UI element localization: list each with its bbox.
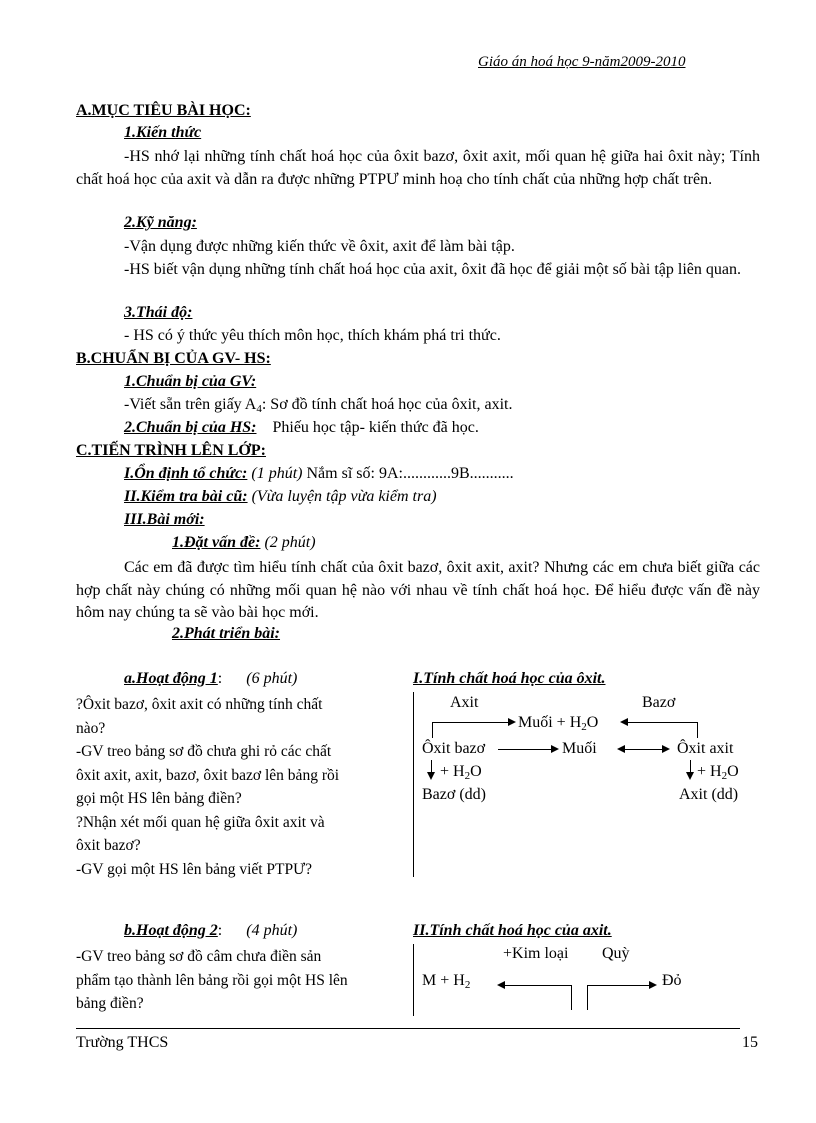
skills-line-1: -Vận dụng được những kiến thức về ôxit, axit để làm bài tập.	[124, 238, 515, 255]
check-heading: II.Kiểm tra bài cũ:	[124, 488, 248, 505]
activity1-line: nào?	[76, 719, 106, 737]
arrow-head-right-icon	[662, 745, 670, 753]
arrow-to-do	[587, 985, 649, 986]
footer-school: Trường THCS	[76, 1034, 169, 1051]
diagram-axit: Axit	[450, 694, 479, 711]
intro-heading: 1.Đặt vấn đề:	[172, 534, 261, 551]
hs-prep-heading: 2.Chuẩn bị của HS:	[124, 419, 257, 436]
new-lesson-heading: III.Bài mới:	[124, 511, 205, 528]
acid-bracket-left	[571, 985, 572, 1010]
arrow-from-right-bracket	[626, 722, 697, 723]
page-number: 15	[742, 1034, 758, 1051]
activity1-line: ôxit axit, axit, bazơ, ôxit bazơ lên bảng rồi	[76, 766, 340, 784]
knowledge-text: -HS nhớ lại những tính chất hoá học của ôxit bazơ, ôxit axit, mối quan hệ giữa hai ôxit này; Tính chất hoá học của axit và dẫn ra được những PTPƯ minh hoạ cho tính chất của những hợp chất trên.	[76, 148, 760, 188]
arrow-oxit-bazo-to-muoi	[498, 749, 553, 750]
section-a-title: A.MỤC TIÊU BÀI HỌC:	[76, 102, 251, 119]
activity1-heading-line: a.Hoạt động 1: (6 phút)	[124, 670, 298, 687]
diagram-axit-dd: Axit (dd)	[679, 786, 739, 803]
diagram-quy: Quỳ	[602, 945, 630, 962]
diagram-muoi: Muối	[562, 740, 597, 757]
section-b-title: B.CHUẨN BỊ CỦA GV- HS:	[76, 350, 271, 367]
diagram-bazo-dd: Bazơ (dd)	[422, 786, 486, 803]
activity2-line: phẩm tạo thành lên bảng rồi gọi một HS lên	[76, 971, 348, 989]
activity1-heading: a.Hoạt động 1	[124, 670, 218, 687]
diagram-oxit-bazo: Ôxit bazơ	[422, 740, 486, 757]
activity2-time: (4 phút)	[246, 922, 298, 939]
activity2-text	[76, 945, 348, 1016]
attitude-heading: 3.Thái độ:	[124, 304, 193, 321]
acid-bracket-right	[587, 985, 588, 1010]
diagram-h2o-left: + $H_2O$	[440, 763, 482, 782]
gv-prep-heading: 1.Chuẩn bị của GV:	[124, 373, 257, 390]
org-time: (1 phút)	[251, 465, 303, 482]
org-heading: I.Ổn định tổ chức:	[124, 465, 248, 482]
diagram-muoi-h2o: Muối + $H_2O$	[518, 714, 599, 733]
arrow-down-icon	[427, 772, 435, 780]
activity2-line: bảng điền?	[76, 995, 144, 1012]
hs-prep-line	[124, 419, 479, 437]
diagram-kim-loai: +Kim loại	[503, 945, 569, 962]
page-header-title: Giáo án hoá học 9-năm2009-2010	[478, 54, 686, 70]
activity2-heading-line: b.Hoạt động 2: (4 phút)	[124, 922, 298, 939]
skills-heading: 2.Kỹ năng:	[124, 214, 197, 231]
activity2-line: -GV treo bảng sơ đồ câm chưa điền sản	[76, 948, 322, 965]
check-text: (Vừa luyện tập vừa kiểm tra)	[251, 488, 437, 505]
section-c-title: C.TIẾN TRÌNH LÊN LỚP:	[76, 442, 266, 459]
arrow-down-icon	[686, 772, 694, 780]
arrow-to-muoi-h2o	[432, 722, 510, 723]
diagram-do: Đỏ	[662, 972, 682, 989]
footer-rule	[76, 1028, 740, 1029]
activity1-line: ôxit bazơ?	[76, 837, 141, 854]
activity2-heading: b.Hoạt động 2	[124, 922, 218, 939]
diagram-h2o-right: + $H_2O$	[697, 763, 739, 782]
activity1-text	[76, 693, 339, 881]
attitude-text: - HS có ý thức yêu thích môn học, thích khám phá tri thức.	[124, 327, 501, 344]
hs-prep-text: Phiếu học tập- kiến thức đã học.	[272, 419, 479, 436]
diagram-oxit-axit: Ôxit axit	[677, 740, 734, 757]
arrow-to-m-h2	[503, 985, 571, 986]
activity1-line: ?Ôxit bazơ, ôxit axit có những tính chất	[76, 696, 323, 713]
org-line	[124, 465, 514, 483]
arrow-head-right-icon	[649, 981, 657, 989]
arrow-muoi-to-oxit-axit	[628, 749, 664, 750]
bracket-right-vertical	[697, 722, 698, 738]
activity1-time: (6 phút)	[246, 670, 298, 687]
activity1-line: -GV gọi một HS lên bảng viết PTPƯ?	[76, 860, 313, 878]
bracket-left-vertical	[432, 722, 433, 738]
intro-line	[172, 534, 316, 552]
diagram-bazo: Bazơ	[642, 694, 676, 711]
column-divider	[413, 692, 414, 877]
develop-heading: 2.Phát triển bài:	[172, 625, 281, 642]
arrow-head-right-icon	[551, 745, 559, 753]
intro-time: (2 phút)	[264, 534, 316, 551]
check-line	[124, 488, 437, 506]
oxide-props-heading: I.Tính chất hoá học của ôxit.	[413, 670, 606, 687]
org-text: Nắm sĩ số: 9A:............9B...........	[306, 465, 514, 482]
intro-text: Các em đã được tìm hiểu tính chất của ôxit bazơ, ôxit axit, axit? Nhưng các em chưa biết giữa các hợp chất này chúng có những mối quan hệ nào với nhau về tính chất hoá học. Để hiểu được vấn đề này hôm nay chúng ta sẽ vào bài học mới.	[76, 559, 760, 621]
activity1-line: gọi một HS lên bảng điền?	[76, 790, 242, 807]
gv-prep-text: -Viết sẵn trên giấy $A_4$: Sơ đồ tính chất hoá học của ôxit, axit.	[124, 396, 513, 415]
arrow-head-right-icon	[508, 718, 516, 726]
activity1-line: -GV treo bảng sơ đồ chưa ghi rỏ các chất	[76, 743, 332, 760]
acid-props-heading: II.Tính chất hoá học của axit.	[413, 922, 612, 939]
column-divider-2	[413, 944, 414, 1016]
knowledge-heading: 1.Kiến thức	[124, 124, 202, 141]
arrow-head-left-icon	[617, 745, 625, 753]
diagram-m-h2: $M + H_2$	[422, 972, 471, 991]
skills-line-2: -HS biết vận dụng những tính chất hoá học của axit, ôxit đã học để giải một số bài tập liên quan.	[124, 261, 741, 278]
activity1-line: ?Nhận xét mối quan hệ giữa ôxit axit và	[76, 813, 325, 831]
